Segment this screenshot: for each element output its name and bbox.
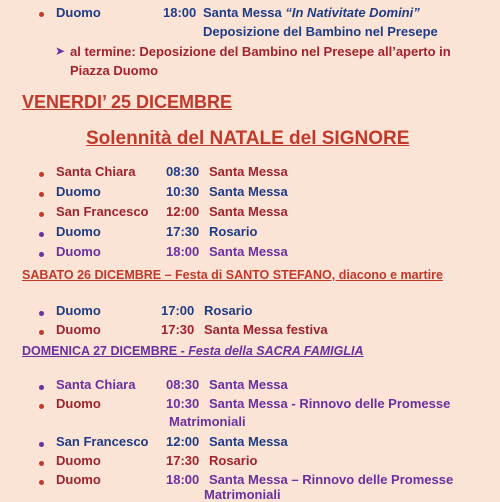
item-place: Duomo: [56, 184, 101, 199]
sunday-heading: DOMENICA 27 DICEMBRE - Festa della SACRA FAMIGLIA: [22, 344, 364, 358]
item-time: 17:30: [166, 453, 200, 468]
bullet-icon: [39, 404, 44, 409]
item-place: Duomo: [56, 396, 101, 411]
saturday-heading: SABATO 26 DICEMBRE – Festa di SANTO STEFANO, diacono e martire: [22, 268, 443, 282]
bullet-icon: [39, 385, 44, 390]
bullet-icon: [39, 442, 44, 447]
item-place: Santa Chiara: [56, 377, 136, 392]
top-time: 18:00: [163, 5, 197, 20]
item-event: Rosario: [209, 453, 258, 468]
item-place: Santa Chiara: [56, 164, 136, 179]
bullet-icon: [39, 12, 44, 17]
item-time: 18:00: [166, 472, 200, 487]
item-time: 12:00: [166, 204, 200, 219]
item-place: Duomo: [56, 224, 101, 239]
item-event: Santa Messa: [209, 377, 288, 392]
item-event: Santa Messa: [209, 204, 288, 219]
top-section: [0, 0, 500, 80]
bullet-icon: [39, 480, 44, 485]
bullet-icon: [39, 232, 44, 237]
item-time: 08:30: [166, 164, 200, 179]
item-event: Rosario: [209, 224, 258, 239]
item-event-line2: Matrimoniali: [204, 487, 281, 502]
bullet-icon: [39, 212, 44, 217]
friday-subtitle: Solennità del NATALE del SIGNORE: [86, 128, 410, 149]
item-time: 10:30: [166, 184, 200, 199]
bullet-icon: [39, 192, 44, 197]
item-event: Santa Messa: [209, 244, 288, 259]
bullet-icon: [39, 172, 44, 177]
item-time: 18:00: [166, 244, 200, 259]
top-event-line2: Deposizione del Bambino nel Presepe: [203, 24, 438, 39]
item-event: Santa Messa: [209, 184, 288, 199]
item-event: Rosario: [204, 303, 253, 318]
item-event: Santa Messa: [209, 164, 288, 179]
item-place: Duomo: [56, 453, 101, 468]
item-time: 10:30: [166, 396, 200, 411]
bullet-icon: [39, 461, 44, 466]
item-place: Duomo: [56, 303, 101, 318]
item-time: 08:30: [166, 377, 200, 392]
item-event-line2: Matrimoniali: [169, 414, 246, 429]
top-place: Duomo: [56, 5, 101, 20]
bullet-icon: [39, 330, 44, 335]
item-time: 17:30: [166, 224, 200, 239]
item-place: Duomo: [56, 244, 101, 259]
top-note-line2: Piazza Duomo: [70, 63, 159, 78]
item-place: Duomo: [56, 322, 101, 337]
item-time: 12:00: [166, 434, 200, 449]
friday-heading: VENERDI’ 25 DICEMBRE: [22, 92, 233, 112]
bullet-icon: [39, 311, 44, 316]
arrow-icon: ➤: [55, 44, 66, 58]
item-event: Santa Messa - Rinnovo delle Promesse: [209, 396, 451, 411]
item-time: 17:00: [161, 303, 195, 318]
top-note-line1: al termine: Deposizione del Bambino nel Presepe all’aperto in: [70, 44, 451, 59]
top-event: Santa Messa “In Nativitate Domini”: [203, 5, 420, 20]
bullet-icon: [39, 252, 44, 257]
item-place: San Francesco: [56, 434, 149, 449]
item-event: Santa Messa: [209, 434, 288, 449]
item-place: Duomo: [56, 472, 101, 487]
item-event: Santa Messa festiva: [204, 322, 328, 337]
item-time: 17:30: [161, 322, 195, 337]
item-event: Santa Messa – Rinnovo delle Promesse: [209, 472, 454, 487]
item-place: San Francesco: [56, 204, 149, 219]
